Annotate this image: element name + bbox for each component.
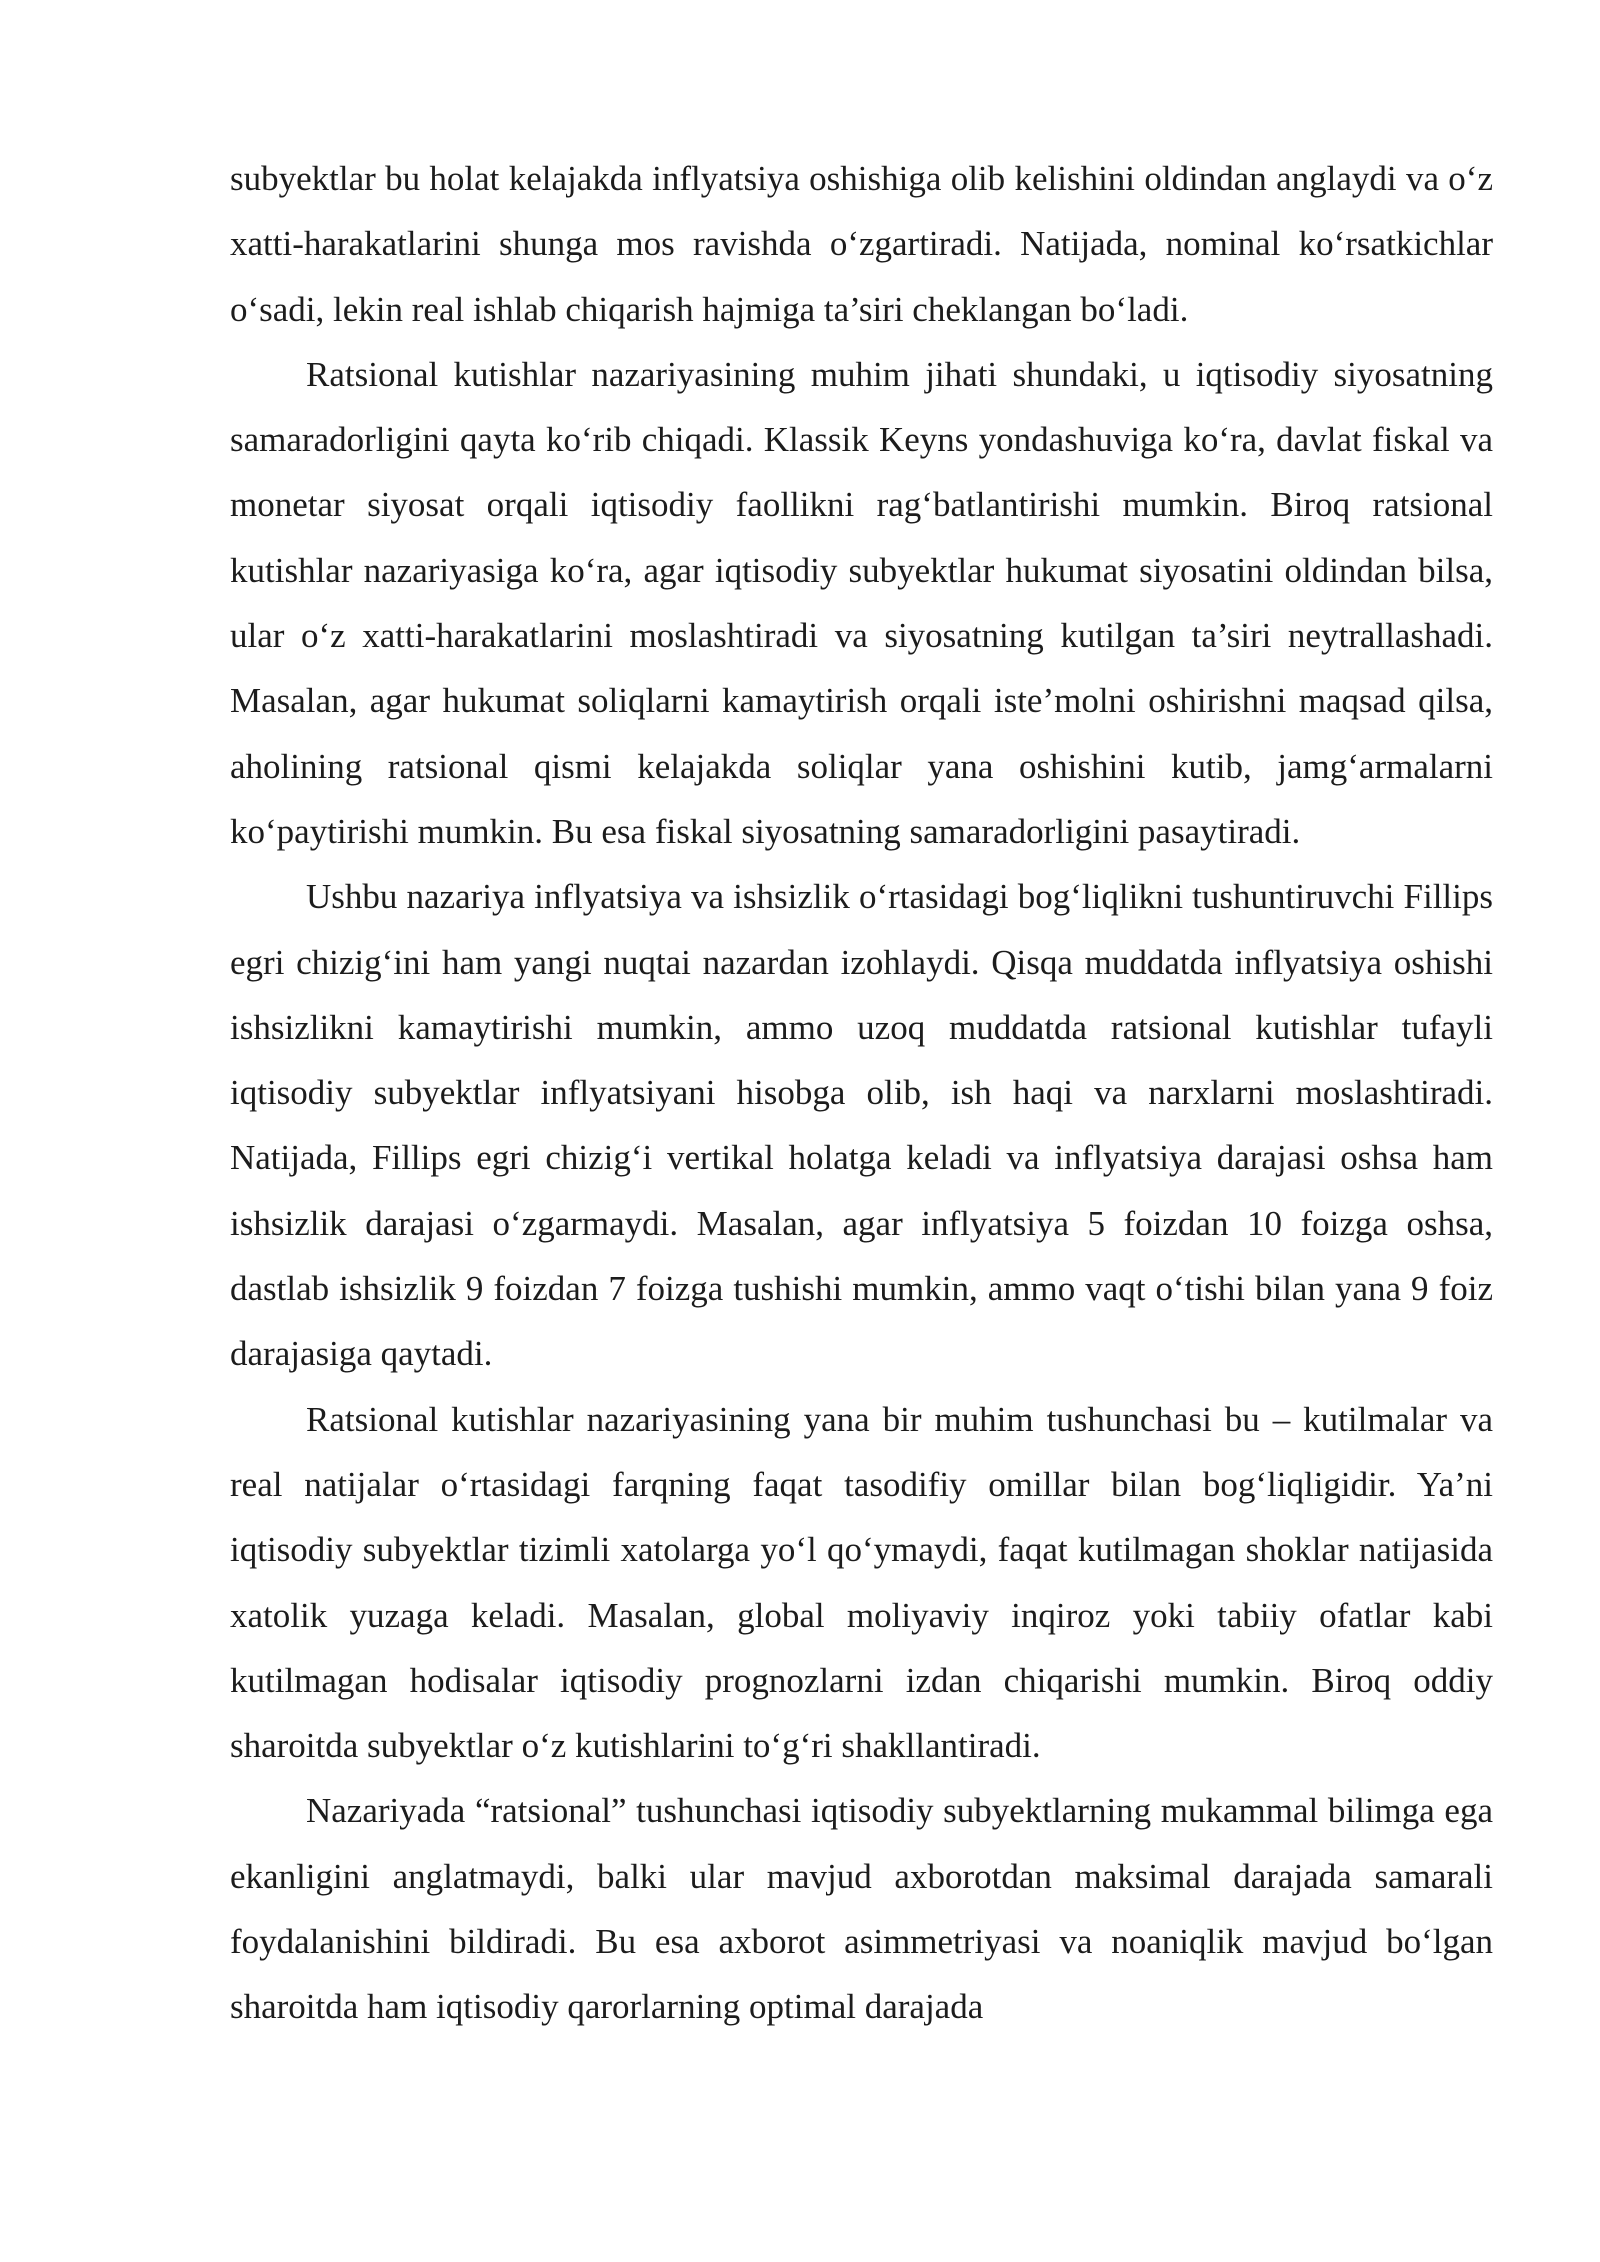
paragraph: Nazariyada “ratsional” tushunchasi iqtisodiy subyektlarning mukammal bilimga ega ekanligini anglatmaydi, balki ular mavjud axborotdan maksimal darajada samarali foydalanishini bildiradi. Bu esa axborot asimmetriyasi va noaniqlik mavjud bo‘lgan sharoitda ham iqtisodiy qarorlarning optimal darajada bbox=[230, 1791, 1493, 2027]
paragraph: Ratsional kutishlar nazariyasining muhim jihati shundaki, u iqtisodiy siyosatning samaradorligini qayta ko‘rib chiqadi. Klassik Keyns yondashuviga ko‘ra, davlat fiskal va monetar siyosat orqali iqtisodiy faollikni rag‘batlantirishi mumkin. Biroq ratsional kutishlar nazariyasiga ko‘ra, agar iqtisodiy subyektlar hukumat siyosatini oldindan bilsa, ular o‘z xatti-harakatlarini moslashtiradi va siyosatning kutilgan ta’siri neytrallashadi. Masalan, agar hukumat soliqlarni kamaytirish orqali iste’molni oshirishni maqsad qilsa, aholining ratsional qismi kelajakda soliqlar yana oshishini kutib, jamg‘armalarni ko‘paytirishi mumkin. Bu esa fiskal siyosatning samaradorligini pasaytiradi. bbox=[230, 354, 1493, 851]
paragraph-continued: subyektlar bu holat kelajakda inflyatsiya oshishiga olib kelishini oldindan anglaydi va o‘z xatti-harakatlarini shunga mos ravishda o‘zgartiradi. Natijada, nominal ko‘rsatkichlar o‘sadi, lekin real ishlab chiqarish hajmiga ta’siri cheklangan bo‘ladi. bbox=[230, 159, 1493, 329]
paragraph: Ushbu nazariya inflyatsiya va ishsizlik o‘rtasidagi bog‘liqlikni tushuntiruvchi Fillips egri chizig‘ini ham yangi nuqtai nazardan izohlaydi. Qisqa muddatda inflyatsiya oshishi ishsizlikni kamaytirishi mumkin, ammo uzoq muddatda ratsional kutishlar tufayli iqtisodiy subyektlar inflyatsiyani hisobga olib, ish haqi va narxlarni moslashtiradi. Natijada, Fillips egri chizig‘i vertikal holatga keladi va inflyatsiya darajasi oshsa ham ishsizlik darajasi o‘zgarmaydi. Masalan, agar inflyatsiya 5 foizdan 10 foizga oshsa, dastlab ishsizlik 9 foizdan 7 foizga tushishi mumkin, ammo vaqt o‘tishi bilan yana 9 foiz darajasiga qaytadi. bbox=[230, 877, 1493, 1374]
body-text bbox=[230, 146, 1493, 2040]
paragraph: Ratsional kutishlar nazariyasining yana bir muhim tushunchasi bu – kutilmalar va real natijalar o‘rtasidagi farqning faqat tasodifiy omillar bilan bog‘liqligidir. Ya’ni iqtisodiy subyektlar tizimli xatolarga yo‘l qo‘ymaydi, faqat kutilmagan shoklar natijasida xatolik yuzaga keladi. Masalan, global moliyaviy inqiroz yoki tabiiy ofatlar kabi kutilmagan hodisalar iqtisodiy prognozlarni izdan chiqarishi mumkin. Biroq oddiy sharoitda subyektlar o‘z kutishlarini to‘g‘ri shakllantiradi. bbox=[230, 1399, 1493, 1766]
